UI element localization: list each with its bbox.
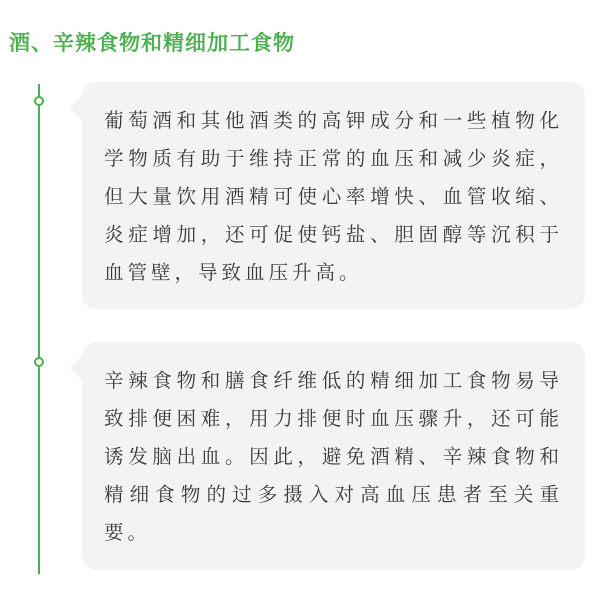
card-paragraph: 辛辣食物和膳食纤维低的精细加工食物易导致排便困难，用力排便时血压骤升，还可能诱发脑出血。因此，避免酒精、辛辣食物和精细食物的过多摄入对高血压患者至关重要。 <box>104 369 563 544</box>
timeline-dot <box>34 357 44 367</box>
timeline-dot <box>34 96 44 106</box>
timeline-card <box>82 82 585 309</box>
timeline-card <box>82 342 585 570</box>
card-paragraph: 葡萄酒和其他酒类的高钾成分和一些植物化学物质有助于维持正常的血压和减少炎症，但大量饮用酒精可使心率增快、血管收缩、炎症增加，还可促使钙盐、胆固醇等沉积于血管壁，导致血压升高。 <box>104 109 563 284</box>
timeline-line <box>38 84 40 574</box>
section-heading: 酒、辛辣食物和精细加工食物 <box>9 31 295 55</box>
